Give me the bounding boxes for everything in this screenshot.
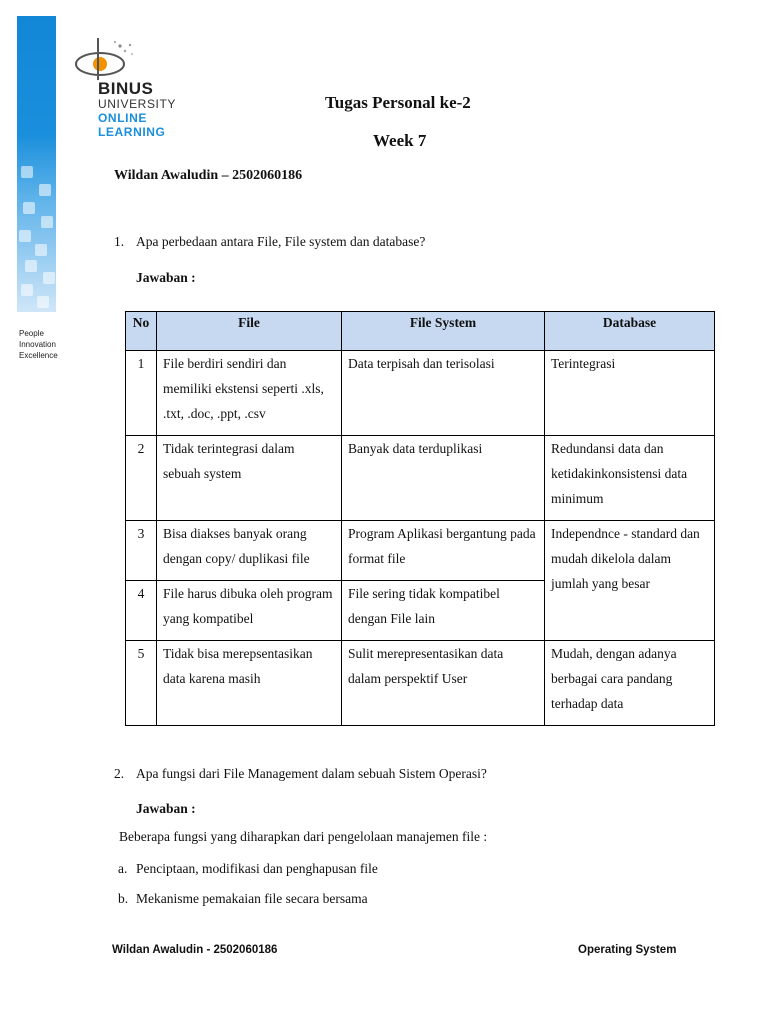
cell-file-system: Data terpisah dan terisolasi bbox=[342, 351, 545, 436]
footer-author: Wildan Awaludin - 2502060186 bbox=[112, 944, 278, 956]
answer-intro: Beberapa fungsi yang diharapkan dari pengelolaan manajemen file : bbox=[119, 829, 488, 844]
author-line: Wildan Awaludin – 2502060186 bbox=[114, 168, 303, 183]
cell-file-system: File sering tidak kompatibel dengan File lain bbox=[342, 581, 545, 641]
logo-online-text: ONLINE bbox=[98, 111, 147, 125]
cell-no: 2 bbox=[126, 436, 157, 521]
cell-file-system: Sulit merepresentasikan data dalam perspektif User bbox=[342, 641, 545, 726]
question-2-number: 2. bbox=[114, 766, 125, 781]
header-database: Database bbox=[545, 312, 715, 351]
tagline-line: Excellence bbox=[19, 351, 58, 360]
cell-no: 3 bbox=[126, 521, 157, 581]
table-row bbox=[126, 436, 715, 521]
list-item-marker: b. bbox=[118, 891, 129, 906]
cell-file-system: Banyak data terduplikasi bbox=[342, 436, 545, 521]
document-title: Tugas Personal ke-2 bbox=[325, 93, 471, 112]
cell-database: Independnce - standard dan mudah dikelola dalam jumlah yang besar bbox=[545, 521, 715, 641]
comparison-table bbox=[125, 311, 715, 726]
list-item: Mekanisme pemakaian file secara bersama bbox=[136, 891, 368, 906]
footer-course: Operating System bbox=[578, 944, 677, 956]
header-file: File bbox=[157, 312, 342, 351]
decorative-side-band bbox=[17, 16, 56, 312]
cell-no: 1 bbox=[126, 351, 157, 436]
cell-database: Mudah, dengan adanya berbagai cara pandang terhadap data bbox=[545, 641, 715, 726]
table-row bbox=[126, 521, 715, 581]
list-item-marker: a. bbox=[118, 861, 128, 876]
table-row bbox=[126, 351, 715, 436]
tagline-line: People bbox=[19, 329, 44, 338]
cell-file-system: Program Aplikasi bergantung pada format file bbox=[342, 521, 545, 581]
logo-binus-text: BINUS bbox=[98, 79, 154, 98]
header-file-system: File System bbox=[342, 312, 545, 351]
list-item: Penciptaan, modifikasi dan penghapusan file bbox=[136, 861, 378, 876]
cell-file: Tidak terintegrasi dalam sebuah system bbox=[157, 436, 342, 521]
tagline-line: Innovation bbox=[19, 340, 56, 349]
cell-file: Tidak bisa merepsentasikan data karena masih bbox=[157, 641, 342, 726]
cell-no: 4 bbox=[126, 581, 157, 641]
logo-learning-text: LEARNING bbox=[98, 125, 166, 139]
cell-file: Bisa diakses banyak orang dengan copy/ duplikasi file bbox=[157, 521, 342, 581]
cell-file: File harus dibuka oleh program yang kompatibel bbox=[157, 581, 342, 641]
table-row bbox=[126, 641, 715, 726]
cell-no: 5 bbox=[126, 641, 157, 726]
cell-file: File berdiri sendiri dan memiliki ekstensi seperti .xls, .txt, .doc, .ppt, .csv bbox=[157, 351, 342, 436]
tagline bbox=[19, 328, 58, 361]
cell-database: Terintegrasi bbox=[545, 351, 715, 436]
logo-mark-icon bbox=[70, 36, 140, 82]
question-2-answer-label: Jawaban : bbox=[136, 801, 196, 816]
binus-logo bbox=[70, 36, 200, 146]
question-2-text: Apa fungsi dari File Management dalam sebuah Sistem Operasi? bbox=[136, 766, 487, 781]
table-header-row bbox=[126, 312, 715, 351]
logo-university-text: UNIVERSITY bbox=[98, 97, 177, 111]
question-1-answer-label: Jawaban : bbox=[136, 270, 196, 285]
week-label: Week 7 bbox=[373, 131, 427, 150]
header-no: No bbox=[126, 312, 157, 351]
question-1-text: Apa perbedaan antara File, File system dan database? bbox=[136, 234, 426, 249]
cell-database: Redundansi data dan ketidakinkonsistensi data minimum bbox=[545, 436, 715, 521]
question-1-number: 1. bbox=[114, 234, 125, 249]
